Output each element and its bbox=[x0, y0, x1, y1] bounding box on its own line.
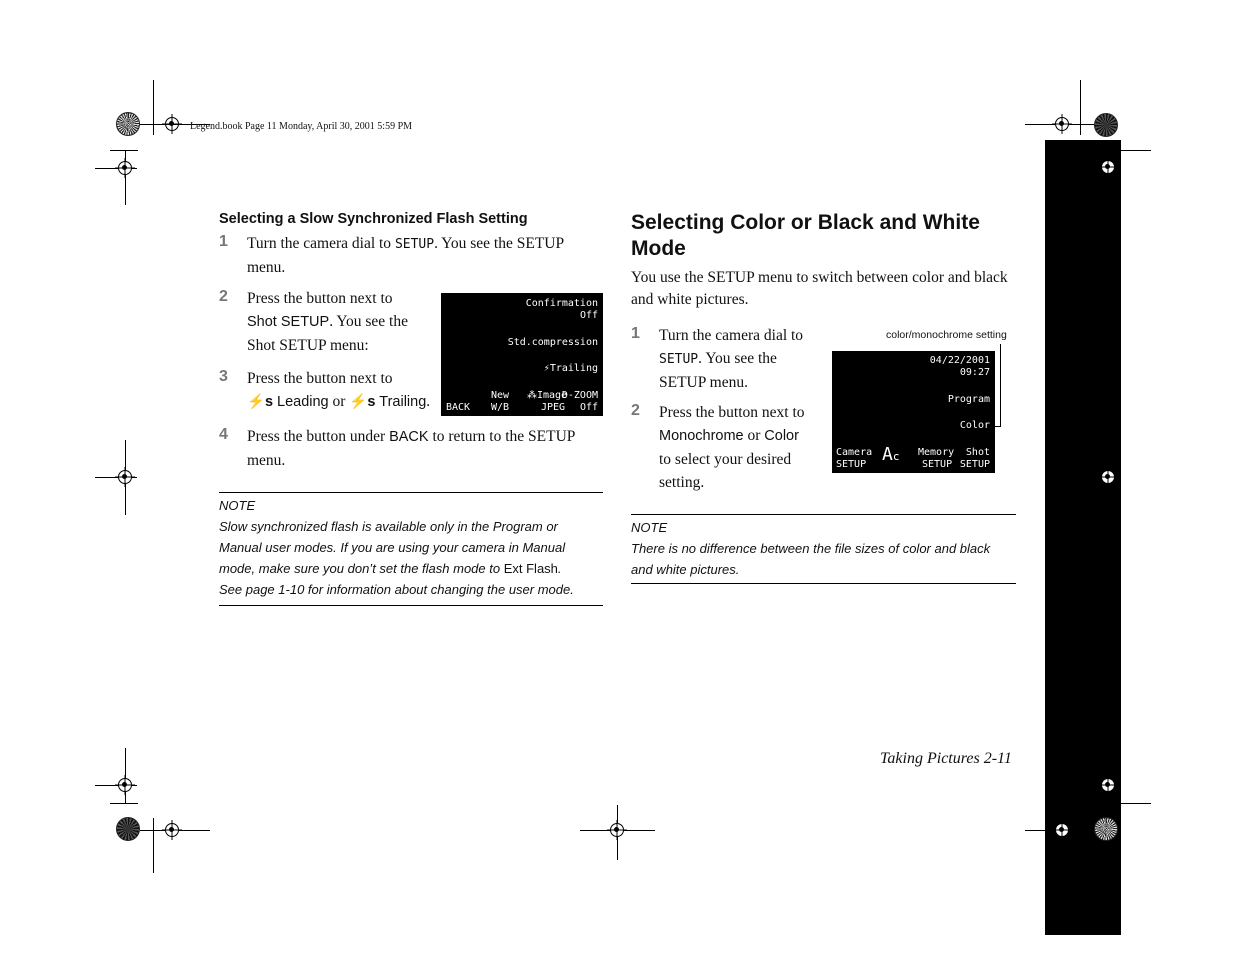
step-1-text: Turn the camera dial to SETUP. You see the SETUP menu. bbox=[247, 235, 565, 276]
section-title: Selecting Color or Black and White Mode bbox=[631, 211, 980, 260]
color-target-icon bbox=[1094, 817, 1118, 841]
setup-dial-label: SETUP bbox=[394, 237, 435, 252]
flash-icon: ⚡s bbox=[247, 394, 274, 410]
language-icon: Ac bbox=[882, 444, 900, 465]
leading-term: Leading bbox=[277, 394, 329, 410]
shot-setup-label-1: Shot bbox=[965, 447, 990, 458]
color-term: Color bbox=[764, 428, 799, 444]
note-line: and white pictures. bbox=[631, 562, 740, 577]
step-number: 1 bbox=[631, 325, 640, 342]
dzoom-label: D-ZOOM bbox=[561, 390, 598, 401]
registration-mark-icon bbox=[1055, 117, 1069, 131]
screen-date: 04/22/2001 bbox=[929, 355, 990, 366]
registration-mark-icon bbox=[610, 823, 624, 837]
color-target-icon bbox=[1094, 113, 1118, 137]
setup-menu-screen bbox=[832, 351, 995, 473]
color-label: Color bbox=[959, 420, 990, 431]
note-line: mode, make sure you don’t set the flash mode to Ext Flash. bbox=[219, 561, 562, 576]
registration-mark-icon bbox=[1101, 470, 1115, 484]
screen-caption: color/monochrome setting bbox=[886, 329, 1007, 341]
confirmation-value: Off bbox=[579, 310, 598, 321]
new-wb-label-2: W/B bbox=[491, 402, 510, 413]
step-number: 2 bbox=[219, 288, 228, 305]
dzoom-value: Off bbox=[579, 402, 598, 413]
step-2-text: Press the button next to Shot SETUP. You see the Shot SETUP menu: bbox=[247, 290, 408, 354]
confirmation-label: Confirmation bbox=[525, 298, 598, 309]
step-number: 1 bbox=[219, 233, 228, 250]
color-target-icon bbox=[116, 112, 140, 136]
memory-setup-label-1: Memory bbox=[918, 447, 955, 458]
registration-mark-icon bbox=[1055, 823, 1069, 837]
shot-setup-screen bbox=[441, 293, 603, 416]
note-label: NOTE bbox=[631, 520, 668, 535]
note-line: There is no difference between the file sizes of color and black bbox=[631, 541, 991, 556]
camera-setup-label-1: Camera bbox=[836, 447, 873, 458]
registration-mark-icon bbox=[118, 161, 132, 175]
note-line: See page 1-10 for information about changing the user mode. bbox=[219, 582, 574, 597]
back-label: BACK bbox=[446, 402, 471, 413]
flash-mode-label: ⚡Trailing bbox=[543, 363, 598, 374]
trailing-term: Trailing bbox=[379, 394, 427, 410]
program-label: Program bbox=[947, 394, 990, 405]
shot-setup-term: Shot SETUP bbox=[247, 314, 330, 330]
registration-mark-icon bbox=[1101, 778, 1115, 792]
left-subheading: Selecting a Slow Synchronized Flash Setting bbox=[219, 211, 528, 227]
left-note bbox=[219, 492, 603, 606]
back-term: BACK bbox=[389, 429, 429, 445]
right-step-1-text: Turn the camera dial to SETUP. You see the SETUP menu. bbox=[659, 327, 804, 391]
right-note bbox=[631, 514, 1016, 584]
new-wb-label-1: New bbox=[491, 390, 510, 401]
registration-mark-icon bbox=[118, 470, 132, 484]
registration-mark-icon bbox=[165, 823, 179, 837]
registration-mark-icon bbox=[118, 778, 132, 792]
intro-text: You use the SETUP menu to switch between color and black and white pictures. bbox=[631, 269, 1008, 308]
step-number: 2 bbox=[631, 402, 640, 419]
shot-setup-label-2: SETUP bbox=[959, 459, 990, 470]
step-number: 4 bbox=[219, 426, 228, 443]
setup-dial-label: SETUP bbox=[659, 352, 699, 367]
note-line: Slow synchronized flash is available only in the Program or bbox=[219, 519, 558, 534]
right-step-2-text: Press the button next to Monochrome or Color to select your desired setting. bbox=[659, 404, 805, 491]
compression-label: Std.compression bbox=[507, 337, 598, 348]
note-label: NOTE bbox=[219, 498, 256, 513]
step-4-text: Press the button under BACK to return to the SETUP menu. bbox=[247, 428, 576, 469]
flash-icon: ⚡s bbox=[349, 394, 376, 410]
registration-mark-icon bbox=[1101, 160, 1115, 174]
page-footer: Taking Pictures 2-11 bbox=[880, 750, 1012, 767]
step-3-text: Press the button next to ⚡s Leading or ⚡s Trailing. bbox=[247, 370, 431, 410]
screen-time: 09:27 bbox=[959, 367, 990, 378]
black-side-tab bbox=[1045, 140, 1121, 935]
memory-setup-label-2: SETUP bbox=[922, 459, 953, 470]
monochrome-term: Monochrome bbox=[659, 428, 744, 444]
camera-setup-label-2: SETUP bbox=[836, 459, 867, 470]
jpeg-label: JPEG bbox=[541, 402, 566, 413]
file-info-header: Legend.book Page 11 Monday, April 30, 2001 5:59 PM bbox=[190, 121, 413, 132]
image-label: ⁂Image bbox=[527, 390, 568, 401]
ext-flash-term: Ext Flash bbox=[503, 561, 558, 576]
color-target-icon bbox=[116, 817, 140, 841]
note-line: Manual user modes. If you are using your camera in Manual bbox=[219, 540, 566, 555]
step-number: 3 bbox=[219, 368, 228, 385]
